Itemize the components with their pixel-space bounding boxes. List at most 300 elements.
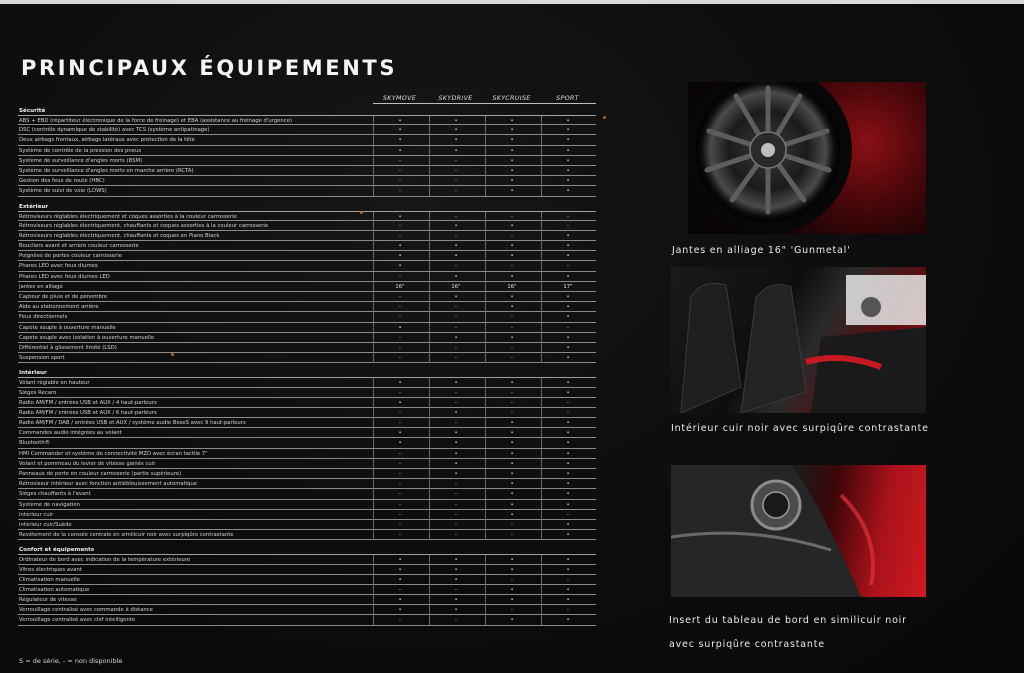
availability-cell: - [373,292,426,302]
availability-cell: - [429,323,482,333]
availability-cell: - [485,312,538,322]
availability-cell: • [541,166,594,176]
feature-label: Sièges chauffants à l'avant [19,491,91,498]
availability-cell: - [485,605,538,615]
availability-cell: • [485,489,538,499]
availability-cell: 17" [541,282,594,292]
availability-cell: - [429,343,482,353]
version-skycruise: SKYCRUISE [492,94,531,102]
availability-cell: • [373,565,426,575]
feature-label: Capote souple à ouverture manuelle [19,324,116,331]
availability-cell: - [373,353,426,363]
section-title: Sécurité [19,108,46,114]
table-row [18,500,596,510]
table-row [18,605,596,615]
availability-cell: - [373,459,426,469]
availability-cell: • [429,438,482,448]
section-rows [18,554,596,625]
feature-label: Rétroviseurs réglables électriquement, chauffants et coques en Piano Black [19,232,220,239]
availability-cell: • [485,156,538,166]
availability-cell: • [541,555,594,565]
availability-cell: - [373,479,426,489]
feature-label: Système de suivi de voie (LDWS) [19,188,107,195]
decorative-dot [360,211,363,214]
table-row [18,211,596,221]
availability-cell: • [541,272,594,282]
availability-cell: • [541,343,594,353]
availability-cell: - [429,418,482,428]
availability-cell: - [429,312,482,322]
availability-cell: 16" [429,282,482,292]
availability-cell: - [485,323,538,333]
availability-cell: - [373,585,426,595]
availability-cell: • [485,333,538,343]
availability-cell: • [429,292,482,302]
feature-label: Capote souple avec isolation à ouverture manuelle [19,334,155,341]
availability-cell: • [541,520,594,530]
availability-cell: • [429,459,482,469]
top-border [0,0,1024,4]
version-skymove: SKYMOVE [382,94,417,102]
availability-cell: - [541,221,594,231]
availability-cell: • [429,241,482,251]
availability-cell: - [373,221,426,231]
availability-cell: • [541,251,594,261]
feature-label: Sièges Recaro [19,389,57,396]
availability-cell: • [541,469,594,479]
availability-cell: • [429,469,482,479]
table-row [18,428,596,438]
table-row [18,595,596,605]
availability-cell: - [373,388,426,398]
availability-cell: • [485,479,538,489]
availability-cell: • [541,428,594,438]
availability-cell: • [373,146,426,156]
availability-cell: • [541,156,594,166]
availability-cell: • [485,125,538,135]
availability-cell: • [541,378,594,388]
feature-label: Commandes audio intégrées au volant [19,430,122,437]
availability-cell: - [429,479,482,489]
availability-cell: • [485,615,538,625]
table-row [18,554,596,564]
availability-cell: - [485,398,538,408]
availability-cell: • [541,241,594,251]
availability-cell: • [373,398,426,408]
availability-cell: - [485,343,538,353]
spec-section [18,105,596,197]
availability-cell: • [373,595,426,605]
section-rows [18,115,596,197]
availability-cell: • [485,116,538,126]
availability-cell: • [485,585,538,595]
availability-cell: • [541,176,594,186]
availability-cell: - [485,520,538,530]
availability-cell: - [373,615,426,625]
availability-cell: • [541,116,594,126]
table-row [18,333,596,343]
availability-cell: • [373,251,426,261]
table-row [18,343,596,353]
availability-cell: - [429,510,482,520]
availability-cell: - [373,469,426,479]
availability-cell: • [429,378,482,388]
feature-label: Phares LED avec feux diurnes LED [19,273,110,280]
availability-cell: • [373,212,426,222]
availability-cell: - [373,418,426,428]
feature-label: Volant réglable en hauteur [19,380,90,387]
availability-cell: - [485,212,538,222]
availability-cell: - [373,272,426,282]
availability-cell: - [429,353,482,363]
availability-cell: • [541,146,594,156]
availability-cell: - [429,500,482,510]
table-row [18,125,596,135]
header-rule [373,103,596,104]
feature-label: Verrouillage centralisé avec clef intelligente [19,617,136,624]
wheel-photo [688,82,926,234]
table-row [18,221,596,231]
availability-cell: • [373,125,426,135]
table-row [18,469,596,479]
availability-cell: • [429,272,482,282]
table-row [18,115,596,125]
availability-cell: • [429,449,482,459]
table-row [18,377,596,387]
availability-cell: - [429,176,482,186]
feature-label: Rétroviseurs réglables électriquement, chauffants et coques assorties à la couleur carrosserie [19,222,269,229]
decorative-dot [171,353,174,356]
feature-label: Climatisation automatique [19,586,90,593]
feature-label: Rétroviseur intérieur avec fonction antiéblouissement automatique [19,481,198,488]
availability-cell: • [541,438,594,448]
availability-cell: • [485,241,538,251]
availability-cell: - [373,312,426,322]
table-row [18,135,596,145]
availability-cell: - [429,186,482,196]
table-row [18,292,596,302]
table-row [18,166,596,176]
availability-cell: - [373,302,426,312]
section-rows [18,377,596,540]
feature-label: Volant et pommeau du levier de vitesse gainés cuir [19,460,156,467]
table-row [18,272,596,282]
table-row [18,520,596,530]
availability-cell: - [429,302,482,312]
feature-label: Système de surveillance d'angles morts (BSM) [19,157,143,164]
availability-cell: • [429,408,482,418]
availability-cell: - [373,166,426,176]
page-title: PRINCIPAUX ÉQUIPEMENTS [21,56,398,80]
feature-label: Feux directionnels [19,314,68,321]
availability-cell: - [429,156,482,166]
availability-cell: • [485,302,538,312]
legend: S = de série, - = non disponible [19,657,123,665]
feature-label: ABS + EBD (répartiteur électronique de la force de freinage) et EBA (assistance au freinage d'urgence) [19,118,293,124]
availability-cell: - [429,398,482,408]
availability-cell: - [429,585,482,595]
availability-cell: - [429,212,482,222]
table-row [18,176,596,186]
availability-cell: - [429,166,482,176]
feature-label: Verrouillage centralisé avec commande à distance [19,607,153,614]
section-title: Confort et équipements [19,547,95,554]
availability-cell: - [373,231,426,241]
feature-label: Radio AM/FM / entrées USB et AUX / 4 haut-parleurs [19,399,157,406]
dashboard-caption-line1: Insert du tableau de bord en similicuir noir [669,615,907,626]
availability-cell: • [485,251,538,261]
availability-cell: • [541,585,594,595]
availability-cell: • [485,555,538,565]
availability-cell: • [485,418,538,428]
table-row [18,323,596,333]
section-rows [18,211,596,364]
feature-label: Radio AM/FM / DAB / entrées USB et AUX / système audio BoseS avec 9 haut-parleurs [19,420,246,427]
availability-cell: - [373,156,426,166]
availability-cell: - [373,333,426,343]
availability-cell: • [541,500,594,510]
availability-cell: • [485,272,538,282]
availability-cell: - [541,605,594,615]
availability-cell: • [429,146,482,156]
availability-cell: • [373,116,426,126]
availability-cell: - [429,520,482,530]
availability-cell: • [373,135,426,145]
availability-cell: - [373,530,426,540]
decorative-dot [603,116,606,119]
availability-cell: - [485,408,538,418]
dashboard-caption-line2: avec surpiqûre contrastante [669,639,825,650]
feature-label: Intérieur cuir/Suède [19,521,72,528]
availability-cell: • [541,489,594,499]
availability-cell: • [541,333,594,343]
feature-label: Jantes en alliage [19,283,63,290]
availability-cell: - [541,575,594,585]
interior-caption: Intérieur cuir noir avec surpiqûre contrastante [671,423,929,434]
table-row [18,479,596,489]
table-sections [18,105,596,626]
feature-label: Capteur de pluie et de pénombre [19,294,108,300]
availability-cell: • [429,575,482,585]
feature-label: Boucliers avant et arrière couleur carrosserie [19,243,139,250]
table-row [18,186,596,196]
feature-label: Vitres électriques avant [19,566,82,573]
availability-cell: - [485,575,538,585]
table-row [18,261,596,271]
feature-label: Système de contrôle de la pression des pneus [19,147,142,154]
table-row [18,510,596,520]
availability-cell: • [485,378,538,388]
availability-cell: • [541,135,594,145]
table-row [18,530,596,540]
availability-cell: • [373,261,426,271]
availability-cell: - [485,530,538,540]
availability-cell: - [373,186,426,196]
availability-cell: • [541,353,594,363]
availability-cell: - [373,510,426,520]
table-row [18,388,596,398]
feature-label: Deux airbags frontaux, airbags latéraux avec protection de la tête [19,137,195,144]
table-row [18,398,596,408]
availability-cell: • [373,575,426,585]
table-row [18,241,596,251]
availability-cell: • [485,595,538,605]
availability-cell: - [541,398,594,408]
feature-label: Phares LED avec feux diurnes [19,263,98,270]
availability-cell: • [485,438,538,448]
availability-cell: - [373,520,426,530]
equipment-table [18,94,596,626]
availability-cell: • [485,500,538,510]
feature-label: Panneaux de porte en couleur carrosserie (partie supérieure) [19,471,182,477]
availability-cell: • [373,323,426,333]
availability-cell: • [485,146,538,156]
feature-label: Poignées de portes couleur carrosserie [19,253,122,260]
availability-cell: • [541,449,594,459]
table-row [18,438,596,448]
feature-label: Système de surveillance d'angles morts en marche arrière (RCTA) [19,167,194,174]
availability-cell: • [373,241,426,251]
feature-label: HMI Commander et système de connectivité MZD avec écran tactile 7" [19,450,208,457]
availability-cell: - [373,489,426,499]
availability-cell: • [429,333,482,343]
availability-cell: - [373,176,426,186]
wheel-caption: Jantes en alliage 16" 'Gunmetal' [672,245,851,256]
availability-cell: • [429,251,482,261]
spec-section [18,201,596,364]
availability-cell: • [541,565,594,575]
feature-label: Rétroviseurs réglables électriquement et coques assorties à la couleur carrosserie [19,213,237,220]
availability-cell: • [429,116,482,126]
availability-cell: • [485,166,538,176]
feature-label: Système de navigation [19,501,80,508]
availability-cell: • [485,186,538,196]
availability-cell: - [429,388,482,398]
table-row [18,418,596,428]
table-row [18,282,596,292]
availability-cell: • [541,231,594,241]
availability-cell: • [541,312,594,322]
availability-cell: • [485,221,538,231]
availability-cell: - [485,231,538,241]
table-row [18,449,596,459]
availability-cell: - [541,408,594,418]
table-row [18,585,596,595]
availability-cell: • [373,438,426,448]
availability-cell: • [429,555,482,565]
availability-cell: • [429,605,482,615]
availability-cell: • [541,595,594,605]
availability-cell: • [429,565,482,575]
availability-cell: • [485,176,538,186]
availability-cell: • [429,125,482,135]
table-row [18,459,596,469]
availability-cell: • [541,530,594,540]
table-row [18,565,596,575]
availability-cell: • [485,135,538,145]
availability-cell: - [373,449,426,459]
table-row [18,156,596,166]
availability-cell: • [541,615,594,625]
interior-photo [671,267,926,413]
availability-cell: - [429,530,482,540]
availability-cell: • [485,565,538,575]
availability-cell: • [541,479,594,489]
version-sport: SPORT [556,94,579,102]
feature-label: Intérieur cuir [19,511,54,518]
availability-cell: • [373,605,426,615]
table-row [18,312,596,322]
availability-cell: • [541,459,594,469]
availability-cell: • [485,510,538,520]
table-row [18,251,596,261]
feature-label: Suspension sport [19,355,65,362]
feature-label: Différentiel à glissement limité (LSD) [19,344,117,351]
availability-cell: - [541,510,594,520]
availability-cell: • [485,469,538,479]
availability-cell: • [541,302,594,312]
section-title: Extérieur [19,203,49,210]
table-row [18,353,596,363]
availability-cell: • [541,125,594,135]
availability-cell: - [429,261,482,271]
feature-label: Aide au stationnement arrière [19,304,99,311]
availability-cell: - [429,489,482,499]
availability-cell: - [373,500,426,510]
availability-cell: - [485,388,538,398]
table-row [18,146,596,156]
availability-cell: 16" [485,282,538,292]
availability-cell: - [541,323,594,333]
feature-label: DSC (contrôle dynamique de stabilité) avec TCS (système antipatinage) [19,127,210,134]
table-row [18,615,596,625]
feature-label: Revêtement de la console centrale en similicuir noir avec surpiqûre contrastante [19,532,234,539]
availability-cell: • [373,428,426,438]
feature-label: Bluetooth® [19,440,51,447]
availability-cell: - [541,261,594,271]
availability-cell: • [373,378,426,388]
availability-cell: • [373,555,426,565]
leather-seats-image [671,267,926,413]
availability-cell: • [541,418,594,428]
spec-section [18,367,596,540]
availability-cell: • [429,221,482,231]
availability-cell: • [485,449,538,459]
table-row [18,408,596,418]
version-header [18,94,596,104]
availability-cell: - [485,353,538,363]
table-row [18,489,596,499]
dashboard-photo [671,465,926,597]
table-row [18,575,596,585]
dashboard-insert-image [671,465,926,597]
availability-cell: - [429,615,482,625]
availability-cell: - [541,212,594,222]
table-row [18,231,596,241]
feature-label: Radio AM/FM / entrées USB et AUX / 6 haut-parleurs [19,409,157,416]
availability-cell: • [541,292,594,302]
availability-cell: • [485,292,538,302]
alloy-wheel-image [688,82,926,234]
availability-cell: • [485,428,538,438]
feature-label: Ordinateur de bord avec indication de la température extérieure [19,557,191,564]
table-row [18,302,596,312]
availability-cell: - [373,408,426,418]
availability-cell: - [373,343,426,353]
availability-cell: - [485,261,538,271]
availability-cell: 16" [373,282,426,292]
availability-cell: - [429,231,482,241]
